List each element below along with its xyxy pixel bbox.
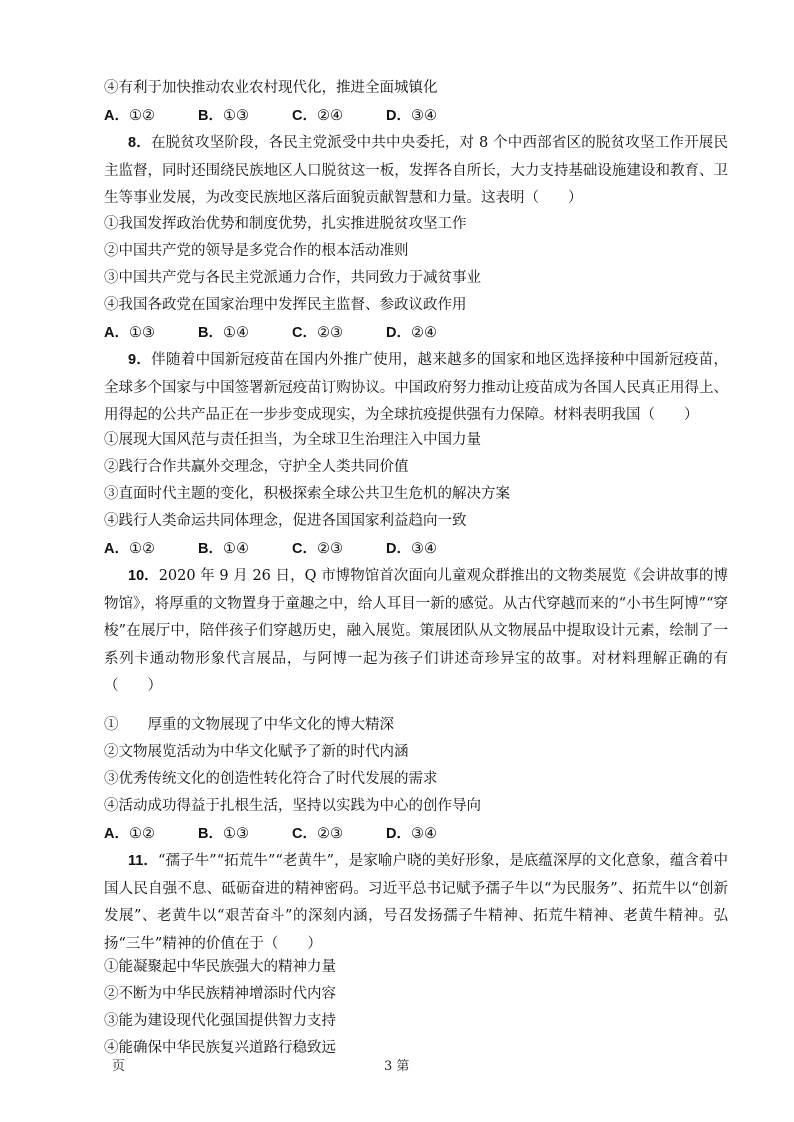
- q9-option-1: ①展现大国风范与责任担当，为全球卫生治理注入中国力量: [104, 432, 481, 448]
- q9-option-2: ②践行合作共赢外交理念，守护全人类共同价值: [104, 459, 409, 475]
- q9-answer-d: D．③④: [386, 541, 437, 557]
- q10-option-2: ②文物展览活动为中华文化赋予了新的时代内涵: [104, 744, 409, 760]
- q10-answers: [104, 824, 480, 844]
- q8-answer-b: B．①④: [198, 325, 249, 341]
- q10-answer-c: C．②③: [292, 826, 343, 842]
- q10-option-4: ④活动成功得益于扎根生活，坚持以实践为中心的创作导向: [104, 798, 481, 814]
- q9-answer-b: B．①④: [198, 541, 249, 557]
- q7-answer-b: B．①③: [198, 108, 249, 124]
- q11-option-2: ②不断为中华民族精神增添时代内容: [104, 986, 336, 1002]
- q7-option-4: ④有利于加快推动农业农村现代化，推进全面城镇化: [104, 80, 438, 96]
- q7-answers: [104, 106, 480, 126]
- q7-answer-a: A．①②: [104, 108, 155, 124]
- q7-answer-c: C．②④: [292, 108, 343, 124]
- q10-option-3: ③优秀传统文化的创造性转化符合了时代发展的需求: [104, 771, 438, 787]
- q11-option-3: ③能为建设现代化强国提供智力支持: [104, 1013, 336, 1029]
- q7-answer-d: D．③④: [386, 108, 437, 124]
- q10-answer-b: B．①③: [198, 826, 249, 842]
- footer-page-number: 3 第: [384, 1059, 410, 1074]
- q9-option-3: ③直面时代主题的变化，积极探索全球公共卫生危机的解决方案: [104, 486, 510, 502]
- q8-answer-a: A．①③: [104, 325, 155, 341]
- q9-answers: [104, 539, 480, 559]
- q10-answer-a: A．①②: [104, 826, 155, 842]
- q9-answer-c: C．②③: [292, 541, 343, 557]
- q8-option-1: ①我国发挥政治优势和制度优势，扎实推进脱贫攻坚工作: [104, 216, 467, 232]
- q11-option-1: ①能凝聚起中华民族强大的精神力量: [104, 959, 336, 975]
- q8-stem: 8．在脱贫攻坚阶段，各民主党派受中共中央委托，对 8 个中西部省区的脱贫攻坚工作开展民主监督，同时还围绕民族地区人口脱贫这一板，发挥各自所长，大力支持基础设施建设和教育、卫生等事业发展，为改变民族地区落后面貌贡献智慧和力量。这表明（ ）: [104, 135, 728, 206]
- q11-stem: 11．“孺子牛”“拓荒牛”“老黄牛”，是家喻户晓的美好形象，是底蕴深厚的文化意象，蕴含着中国人民自强不息、砥砺奋进的精神密码。习近平总书记赋予孺子牛以“为民服务”、拓荒牛以“创新发展”、老黄牛以“艰苦奋斗”的深刻内涵，号召发扬孺子牛精神、拓荒牛精神、老黄牛精神。弘扬“三牛”精神的价值在于（ ）: [104, 853, 728, 952]
- q10-option-1: ① 厚重的文物展现了中华文化的博大精深: [104, 717, 394, 733]
- q10-stem: 10．2020 年 9 月 26 日，Q 市博物馆首次面向儿童观众群推出的文物类展览《会讲故事的博物馆》，将厚重的文物置身于童趣之中，给人耳目一新的感觉。从古代穿越而来的“小书生阿博”“穿梭”在展厅中，陪伴孩子们穿越历史，融入展览。策展团队从文物展品中提取设计元素，绘制了一系列卡通动物形象代言展品，与阿博一起为孩子们讲述奇珍异宝的故事。对材料理解正确的有（ ）: [104, 568, 728, 694]
- q8-answer-c: C．②③: [292, 325, 343, 341]
- q9-answer-a: A．①②: [104, 541, 155, 557]
- q8-option-4: ④我国各政党在国家治理中发挥民主监督、参政议政作用: [104, 297, 467, 313]
- q11-option-4: ④能确保中华民族复兴道路行稳致远: [104, 1040, 336, 1056]
- q10-answer-d: D．③④: [386, 826, 437, 842]
- footer-left: 页: [112, 1059, 126, 1074]
- q8-answers: [104, 323, 480, 343]
- q8-answer-d: D．②④: [386, 325, 437, 341]
- q8-option-3: ③中国共产党与各民主党派通力合作，共同致力于减贫事业: [104, 270, 481, 286]
- q8-option-2: ②中国共产党的领导是多党合作的根本活动准则: [104, 243, 409, 259]
- q9-stem: 9．伴随着中国新冠疫苗在国内外推广使用，越来越多的国家和地区选择接种中国新冠疫苗，全球多个国家与中国签署新冠疫苗订购协议。中国政府努力推动让疫苗成为各国人民真正用得上、用得起的公共产品正在一步步变成现实，为全球抗疫提供强有力保障。材料表明我国（ ）: [104, 352, 728, 423]
- q9-option-4: ④践行人类命运共同体理念，促进各国国家利益趋向一致: [104, 513, 467, 529]
